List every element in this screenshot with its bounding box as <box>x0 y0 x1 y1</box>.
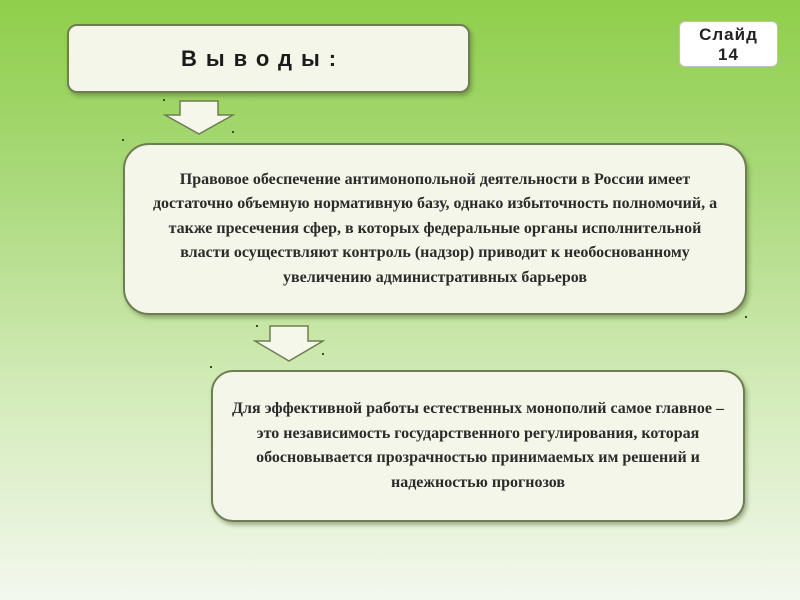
conclusion-text-2: Для эффективной работы естественных монополий самое главное – это независимость государственного регулирования, которая обосновывается прозрачностью принимаемых им решений и надежностью прогнозов <box>232 400 724 491</box>
decorative-dot <box>210 366 212 368</box>
slide-number: 14 <box>718 45 739 64</box>
decorative-dot <box>232 131 234 133</box>
conclusion-box-1 <box>123 143 747 315</box>
decorative-dot <box>322 353 324 355</box>
decorative-dot <box>256 325 258 327</box>
page-title: Выводы: <box>181 45 346 71</box>
title-box <box>67 24 470 93</box>
down-arrow-icon <box>163 100 235 136</box>
decorative-dot <box>122 139 124 141</box>
conclusion-box-2 <box>211 370 745 522</box>
down-arrow-icon <box>253 325 325 363</box>
slide-label: Слайд <box>699 25 758 44</box>
decorative-dot <box>163 99 165 101</box>
conclusion-text-1: Правовое обеспечение антимонопольной деятельности в России имеет достаточно объемную нормативную базу, однако избыточность полномочий, а также пресечения сфер, в которых федеральные органы исполнительной власти осуществляют контроль (надзор) приводит к необоснованному увеличению административных барьеров <box>152 170 718 286</box>
slide-number-badge <box>679 21 778 67</box>
decorative-dot <box>745 316 747 318</box>
